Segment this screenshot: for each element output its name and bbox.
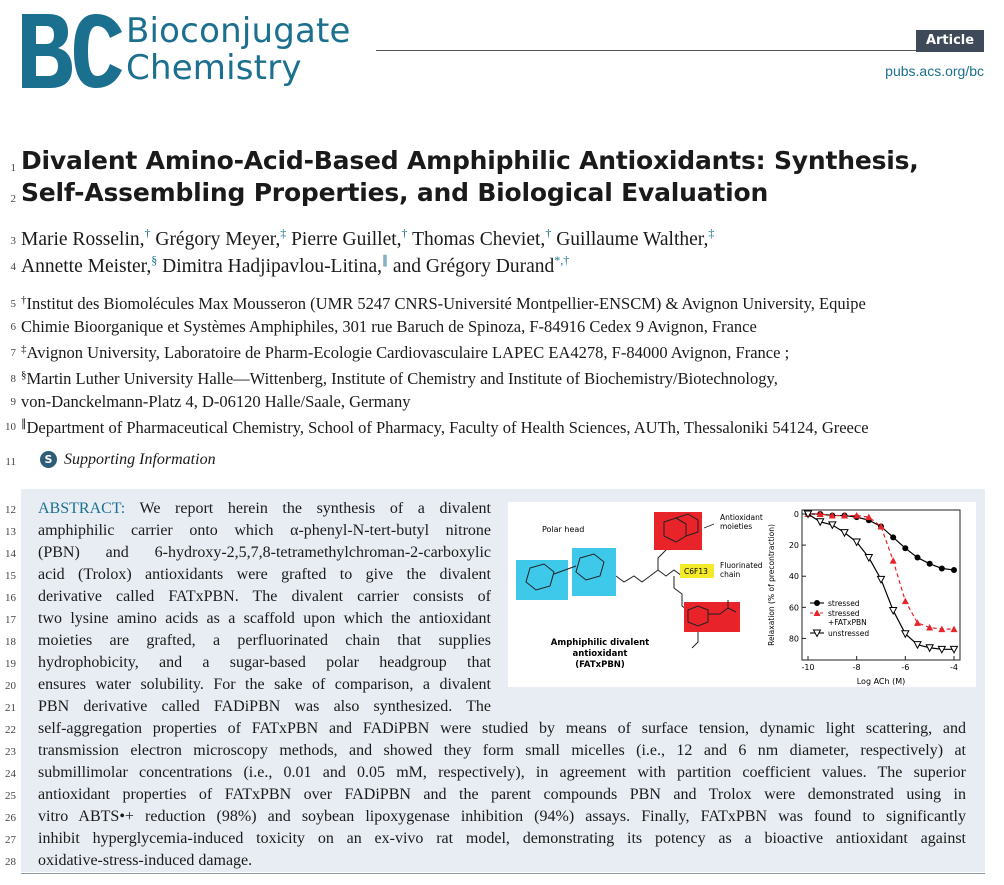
affiliation-2 bbox=[21, 343, 789, 363]
header-rule bbox=[376, 50, 984, 51]
chart-data-point bbox=[878, 576, 885, 583]
chart-data-point bbox=[939, 565, 945, 571]
affiliation-mark: † bbox=[401, 226, 408, 240]
line-number: 19 bbox=[5, 658, 16, 670]
chart-data-point bbox=[890, 534, 896, 540]
abstract-bottom-rule bbox=[21, 873, 985, 874]
line-number: 25 bbox=[5, 790, 16, 802]
line-number: 4 bbox=[10, 261, 16, 273]
chart-data-point bbox=[926, 624, 933, 631]
graphical-abstract bbox=[508, 502, 976, 687]
abstract-text: We report herein the synthesis of a divalent bbox=[139, 500, 491, 517]
chart-x-tick-label: -8 bbox=[852, 663, 861, 672]
line-number: 22 bbox=[5, 724, 16, 736]
chart-legend-marker bbox=[814, 600, 820, 606]
abstract-line: ensures water solubility. For the sake of comparison, a divalent bbox=[38, 676, 491, 693]
line-number: 11 bbox=[5, 456, 16, 468]
line-number: 27 bbox=[5, 834, 16, 846]
line-number: 26 bbox=[5, 812, 16, 824]
structure-caption-line2: antioxidant bbox=[572, 649, 628, 659]
abstract-line: moieties are grafted, a perfluorinated chain that supplies bbox=[38, 632, 491, 649]
affiliation-mark: ∥ bbox=[382, 253, 389, 267]
author-list-line1 bbox=[21, 226, 714, 251]
line-number: 8 bbox=[10, 373, 16, 385]
affiliation-mark: ‡ bbox=[21, 343, 27, 355]
line-number: 7 bbox=[10, 347, 16, 359]
line-number: 2 bbox=[10, 193, 16, 205]
affiliation-text: Avignon University, Laboratoire de Pharm-Ecologie Cardiovasculaire LAPEC EA4278, F-84000 Avignon, France ; bbox=[26, 343, 790, 362]
chart-data-point bbox=[915, 555, 921, 561]
line-number: 1 bbox=[10, 162, 16, 174]
affiliation-mark: *,† bbox=[554, 253, 570, 267]
journal-name-line1: Bioconjugate bbox=[126, 11, 351, 51]
chart-legend-label: unstressed bbox=[828, 629, 870, 638]
chart-legend-marker bbox=[814, 610, 821, 617]
fluorinated-label: Fluorinated chain bbox=[720, 561, 763, 579]
line-number: 17 bbox=[5, 614, 16, 626]
chart-y-tick-label: 40 bbox=[788, 572, 799, 582]
chart-data-point bbox=[951, 626, 958, 633]
line-number: 28 bbox=[5, 856, 16, 868]
affiliation-mark: ‡ bbox=[280, 226, 287, 240]
chart-data-point bbox=[938, 626, 945, 633]
affiliation-mark: ∥ bbox=[21, 418, 27, 430]
supporting-info-label: Supporting Information bbox=[64, 451, 216, 468]
line-number: 15 bbox=[5, 570, 16, 582]
author-name[interactable]: Grégory Meyer, bbox=[155, 229, 281, 250]
supporting-information-link[interactable] bbox=[40, 451, 216, 469]
line-number: 24 bbox=[5, 768, 16, 780]
chart-plot-area bbox=[802, 510, 960, 660]
author-name[interactable]: Marie Rosselin, bbox=[21, 229, 145, 250]
chart-data-point bbox=[890, 557, 897, 564]
supporting-info-icon: S bbox=[40, 451, 57, 468]
author-name[interactable]: Guillaume Walther, bbox=[556, 229, 709, 250]
abstract-label: ABSTRACT: bbox=[38, 500, 126, 517]
author-name[interactable]: Dimitra Hadjipavlou-Litina, bbox=[162, 256, 383, 277]
abstract-line: transmission electron microscopy methods, and showed they form small micelles (i.e., 12 and 6 nm diameter, respectively) at bbox=[38, 742, 966, 759]
journal-url-link[interactable]: pubs.acs.org/bc bbox=[885, 63, 984, 79]
affiliation-text: Department of Pharmaceutical Chemistry, School of Pharmacy, Faculty of Health Sciences, AUTh, Thessaloniki 54124, Greece bbox=[26, 418, 869, 437]
affiliation-mark: ‡ bbox=[708, 226, 715, 240]
affiliation-text: Martin Luther University Halle—Wittenberg, Institute of Chemistry and Institute of Biochemistry/Biotechnology, bbox=[26, 369, 778, 388]
chart-legend-label: stressed bbox=[828, 609, 860, 618]
c6f13-label: C6F13 bbox=[684, 567, 708, 576]
article-title-line1: Divalent Amino-Acid-Based Amphiphilic Antioxidants: Synthesis, bbox=[21, 146, 919, 175]
article-title-line2: Self-Assembling Properties, and Biological Evaluation bbox=[21, 178, 769, 207]
antioxidant-box bbox=[684, 602, 740, 632]
journal-name-line2: Chemistry bbox=[126, 48, 302, 88]
chart-x-tick-label: -10 bbox=[801, 663, 815, 672]
line-number: 12 bbox=[5, 504, 16, 516]
abstract-line: acid (Trolox) antioxidants were grafted to give the divalent bbox=[38, 566, 491, 583]
chart-y-axis-label: Relaxation (% of precontraction) bbox=[767, 524, 776, 646]
chart-y-tick-label: 0 bbox=[793, 510, 799, 519]
polar-head-box bbox=[572, 548, 616, 596]
line-number: 23 bbox=[5, 746, 16, 758]
abstract-line: hydrophobicity, and a sugar-based polar headgroup that bbox=[38, 654, 491, 671]
line-number: 20 bbox=[5, 680, 16, 692]
chart-x-tick-label: -6 bbox=[901, 663, 910, 672]
polar-head-box bbox=[516, 560, 568, 600]
chart-data-point bbox=[829, 522, 836, 529]
antioxidant-label: Antioxidant moieties bbox=[720, 513, 763, 531]
structure-caption-line3: (FATxPBN) bbox=[575, 660, 625, 670]
author-name[interactable]: and Grégory Durand bbox=[392, 256, 555, 277]
abstract-line: amphiphilic carrier onto which α-phenyl-N-tert-butyl nitrone bbox=[38, 522, 491, 539]
affiliation-mark: † bbox=[545, 226, 552, 240]
chart-y-tick-label: 60 bbox=[788, 603, 799, 613]
structure-caption-line1: Amphiphilic divalent bbox=[550, 638, 650, 648]
line-number: 3 bbox=[10, 235, 16, 247]
abstract-line: PBN derivative called FADiPBN was also synthesized. The bbox=[38, 698, 491, 715]
abstract-line: two lysine amino acids as a scaffold upon which the antioxidant bbox=[38, 610, 491, 627]
affiliation-3-line2: von-Danckelmann-Platz 4, D-06120 Halle/Saale, Germany bbox=[21, 392, 411, 411]
chart-legend-label: +FATxPBN bbox=[828, 618, 867, 627]
line-number: 6 bbox=[10, 321, 16, 333]
affiliation-1-line2: Chimie Bioorganique et Systèmes Amphiphiles, 301 rue Baruch de Spinoza, F-84916 Cedex 9 Avignon, France bbox=[21, 317, 757, 336]
abstract-line: (PBN) and 6-hydroxy-2,5,7,8-tetramethylchroman-2-carboxylic bbox=[38, 544, 491, 561]
line-number: 18 bbox=[5, 636, 16, 648]
chart-x-axis-label: Log ACh (M) bbox=[856, 677, 906, 686]
chart-legend-label: stressed bbox=[828, 599, 860, 608]
chart-x-tick-label: -4 bbox=[950, 663, 958, 672]
chemical-structure bbox=[516, 512, 763, 670]
line-number: 14 bbox=[5, 548, 16, 560]
affiliation-3-line1 bbox=[21, 369, 778, 389]
abstract-line bbox=[38, 500, 491, 518]
line-number: 16 bbox=[5, 592, 16, 604]
chart-data-point bbox=[890, 607, 897, 614]
chart-data-point bbox=[902, 545, 908, 551]
author-list-line2 bbox=[21, 253, 569, 278]
line-number: 13 bbox=[5, 526, 16, 538]
abstract-line: antioxidant properties of FATxPBN over FADiPBN and the parent compounds PBN and Trolox were demonstrated using in bbox=[38, 786, 966, 803]
polar-head-label: Polar head bbox=[542, 525, 585, 534]
affiliation-text: Institut des Biomolécules Max Mousseron (UMR 5247 CNRS-Université Montpellier-ENSCM) & Avignon University, Equipe bbox=[26, 294, 866, 313]
chart-data-point bbox=[951, 567, 957, 573]
relaxation-chart bbox=[767, 510, 960, 686]
affiliation-mark: † bbox=[21, 294, 27, 306]
author-name[interactable]: Pierre Guillet, bbox=[291, 229, 402, 250]
affiliation-mark: † bbox=[144, 226, 151, 240]
line-number: 10 bbox=[5, 421, 16, 433]
chart-y-tick-label: 20 bbox=[788, 541, 799, 551]
chart-data-point bbox=[902, 598, 909, 605]
author-name[interactable]: Annette Meister, bbox=[21, 256, 152, 277]
journal-logo bbox=[18, 10, 124, 92]
author-name[interactable]: Thomas Cheviet, bbox=[412, 229, 546, 250]
line-number: 5 bbox=[10, 298, 16, 310]
line-number: 9 bbox=[10, 396, 16, 408]
abstract-line: oxidative-stress-induced damage. bbox=[38, 852, 253, 869]
abstract-line: derivative called FATxPBN. The divalent carrier consists of bbox=[38, 588, 491, 605]
chart-data-point bbox=[914, 619, 921, 626]
abstract-line: submillimolar concentrations (i.e., 0.01 and 0.05 mM, respectively), in agreement with partition coefficient values. The superior bbox=[38, 764, 966, 781]
affiliation-4 bbox=[21, 417, 869, 438]
abstract-line: vitro ABTS•+ reduction (98%) and soybean lipoxygenase inhibition (94%) assays. Finally, FATxPBN was found to significantly bbox=[38, 808, 966, 825]
abstract-line: self-aggregation properties of FATxPBN and FADiPBN were studied by means of surface tension, dynamic light scattering, and bbox=[38, 720, 966, 737]
affiliation-1-line1 bbox=[21, 294, 866, 314]
chart-data-point bbox=[865, 555, 872, 562]
chart-y-tick-label: 80 bbox=[788, 634, 799, 644]
affiliation-mark: § bbox=[151, 253, 158, 267]
chart-data-point bbox=[927, 561, 933, 567]
affiliation-mark: § bbox=[21, 369, 27, 381]
abstract-line: inhibit hyperglycemia-induced toxicity on an ex-vivo rat model, demonstrating its potency as a bioactive antioxidant against bbox=[38, 830, 966, 847]
article-type-badge: Article bbox=[916, 30, 984, 52]
line-number: 21 bbox=[5, 702, 16, 714]
